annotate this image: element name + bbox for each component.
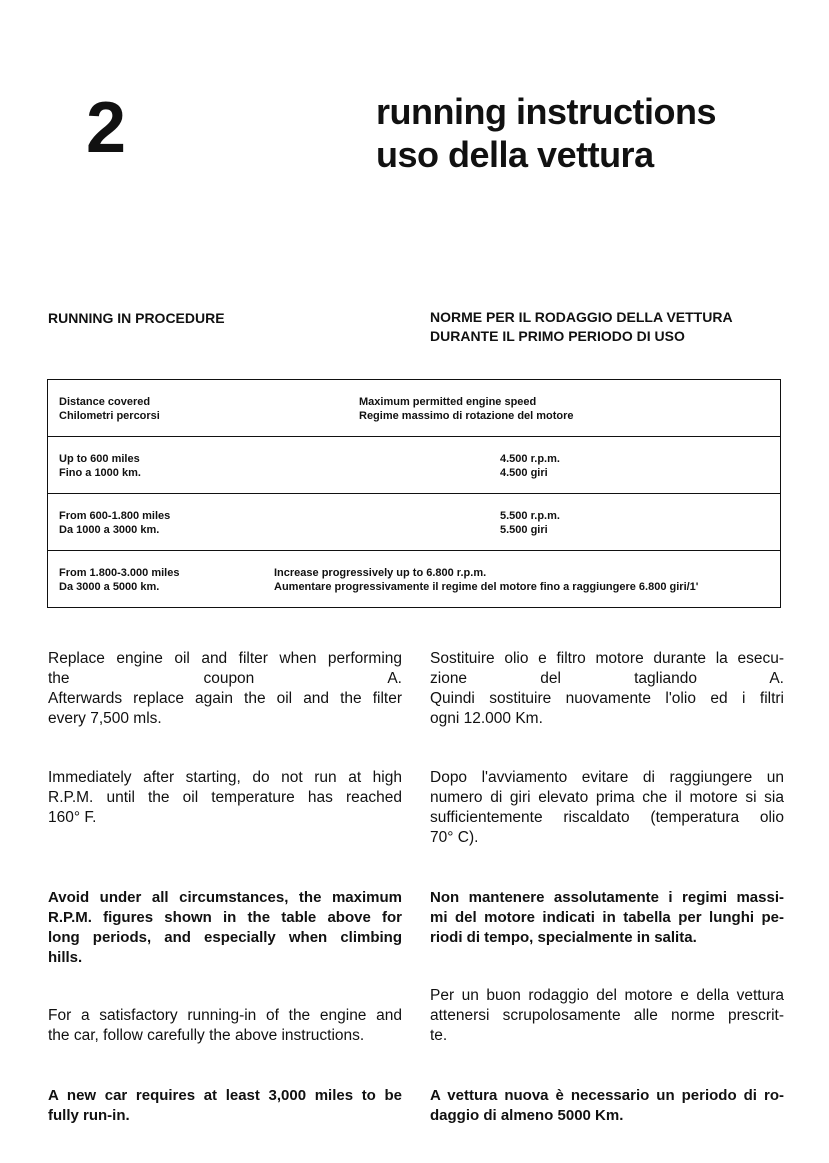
paragraph-line: Sostituire olio e filtro motore durante la esecu-: [430, 650, 784, 667]
row-distance: [59, 566, 179, 594]
paragraph-line: hills.: [48, 949, 83, 966]
section-title-it-line1: NORME PER IL RODAGGIO DELLA VETTURA: [430, 309, 733, 325]
rpm-table: [47, 379, 781, 608]
paragraph-line: te.: [430, 1027, 448, 1044]
section-title-en: RUNNING IN PROCEDURE: [48, 310, 225, 326]
paragraph-line: the car, follow carefully the above instructions.: [48, 1027, 365, 1044]
speed-it: Aumentare progressivamente il regime del motore fino a raggiungere 6.800 giri/1': [274, 581, 699, 593]
paragraph-line: 160° F.: [48, 809, 97, 826]
paragraph-line: For a satisfactory running-in of the engine and: [48, 1007, 402, 1024]
paragraph-newcar-it: [430, 1086, 784, 1126]
table-row: [48, 493, 780, 550]
paragraph-line: Immediately after starting, do not run at high: [48, 769, 402, 786]
table-header-row: [48, 380, 780, 436]
section-title-it-line2: DURANTE IL PRIMO PERIODO DI USO: [430, 328, 685, 344]
chapter-title-it: uso della vettura: [376, 134, 654, 175]
distance-en: From 1.800-3.000 miles: [59, 567, 180, 579]
paragraph-line: ogni 12.000 Km.: [430, 710, 543, 727]
paragraph-line: Avoid under all circumstances, the maximum: [48, 889, 402, 906]
paragraph-line: mi del motore indicati in tabella per lunghi pe-: [430, 909, 784, 926]
paragraph-start-it: [430, 768, 784, 848]
paragraph-line: zione del tagliando A.: [430, 670, 784, 687]
paragraph-line: R.P.M. figures shown in the table above for: [48, 909, 402, 926]
paragraph-satisfy-it: [430, 986, 784, 1046]
speed-it: 4.500 giri: [500, 467, 548, 479]
paragraph-newcar-en: [48, 1086, 402, 1126]
paragraph-satisfy-en: [48, 1006, 402, 1046]
paragraph-line: R.P.M. until the oil temperature has reached: [48, 789, 402, 806]
paragraph-line: the coupon A.: [48, 670, 402, 687]
speed-it: 5.500 giri: [500, 524, 548, 536]
header-distance-en: Distance covered: [59, 396, 151, 408]
header-distance-it: Chilometri percorsi: [59, 410, 160, 422]
row-distance: [59, 452, 141, 480]
paragraph-line: attenersi scrupolosamente alle norme prescrit-: [430, 1007, 784, 1024]
row-speed: [274, 566, 698, 594]
header-distance: [59, 395, 160, 423]
paragraph-line: Non mantenere assolutamente i regimi massi-: [430, 889, 784, 906]
row-speed: [500, 509, 560, 537]
paragraph-line: A vettura nuova è necessario un periodo di ro-: [430, 1087, 784, 1104]
chapter-title: [376, 90, 716, 176]
paragraph-line: riodi di tempo, specialmente in salita.: [430, 929, 697, 946]
paragraph-line: A new car requires at least 3,000 miles to be: [48, 1087, 402, 1104]
row-distance: [59, 509, 170, 537]
section-title-it: [430, 308, 733, 346]
chapter-title-en: running instructions: [376, 91, 716, 132]
speed-en: 4.500 r.p.m.: [500, 453, 560, 465]
distance-en: Up to 600 miles: [59, 453, 140, 465]
paragraph-start-en: [48, 768, 402, 828]
distance-en: From 600-1.800 miles: [59, 510, 171, 522]
row-speed: [500, 452, 560, 480]
paragraph-oil-en: [48, 649, 402, 729]
paragraph-line: Replace engine oil and filter when performing: [48, 650, 402, 667]
distance-it: Fino a 1000 km.: [59, 467, 141, 479]
paragraph-line: every 7,500 mls.: [48, 710, 162, 727]
paragraph-line: Afterwards replace again the oil and the filter: [48, 690, 402, 707]
paragraph-line: numero di giri elevato prima che il motore si sia: [430, 789, 784, 806]
paragraph-line: Quindi sostituire nuovamente l'olio ed i filtri: [430, 690, 784, 707]
chapter-number: 2: [86, 88, 127, 168]
table-row: [48, 550, 780, 607]
paragraph-line: 70° C).: [430, 829, 479, 846]
header-speed-en: Maximum permitted engine speed: [359, 396, 537, 408]
header-speed-it: Regime massimo di rotazione del motore: [359, 410, 574, 422]
speed-en: Increase progressively up to 6.800 r.p.m.: [274, 567, 487, 579]
distance-it: Da 3000 a 5000 km.: [59, 581, 160, 593]
speed-en: 5.500 r.p.m.: [500, 510, 560, 522]
paragraph-avoid-it: [430, 888, 784, 948]
paragraph-avoid-en: [48, 888, 402, 968]
header-speed: [359, 395, 574, 423]
paragraph-oil-it: [430, 649, 784, 729]
paragraph-line: sufficientemente riscaldato (temperatura olio: [430, 809, 784, 826]
paragraph-line: fully run-in.: [48, 1107, 130, 1124]
paragraph-line: daggio di almeno 5000 Km.: [430, 1107, 624, 1124]
paragraph-line: long periods, and especially when climbing: [48, 929, 402, 946]
paragraph-line: Dopo l'avviamento evitare di raggiungere un: [430, 769, 784, 786]
paragraph-line: Per un buon rodaggio del motore e della vettura: [430, 987, 784, 1004]
distance-it: Da 1000 a 3000 km.: [59, 524, 160, 536]
table-row: [48, 436, 780, 493]
